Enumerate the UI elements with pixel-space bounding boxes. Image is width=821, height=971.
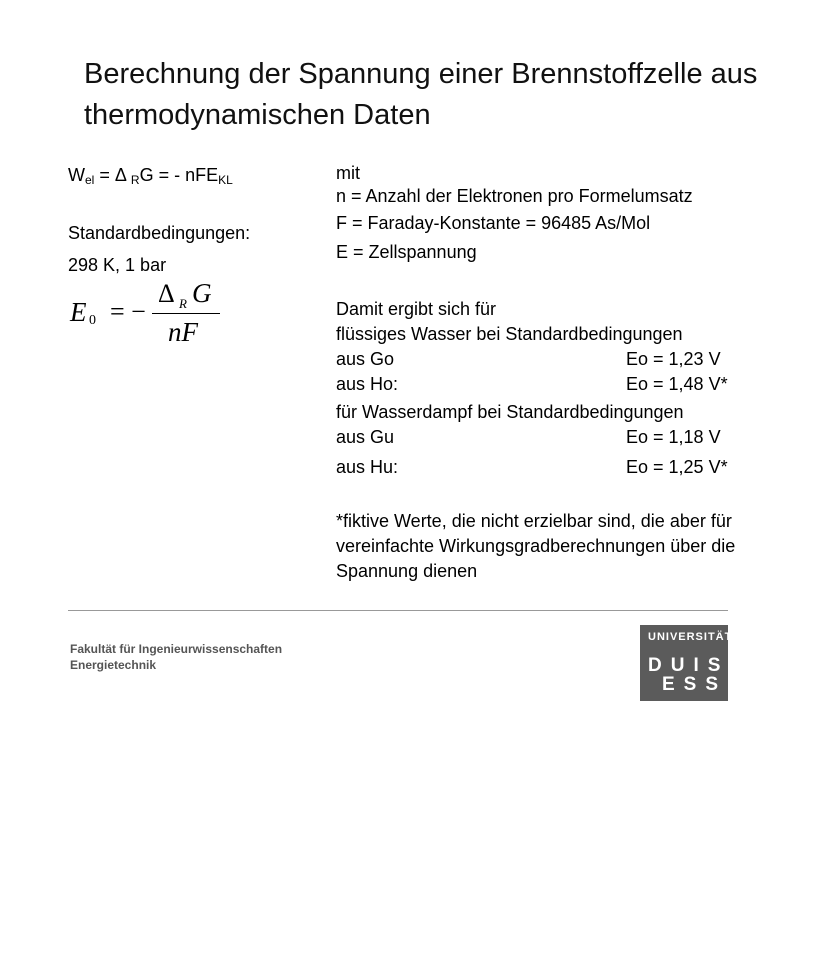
slide-title-line-2: thermodynamischen Daten xyxy=(84,99,431,131)
electric-work-equation: $W_{el} = \Delta$ $_R$G = - nFE$_{KL}$ xyxy=(68,165,233,187)
footer-divider xyxy=(68,610,728,611)
fraction-bar xyxy=(152,313,220,314)
result-value: Eo = 1,18 V xyxy=(626,427,721,447)
footnote-line-1: *fiktive Werte, die nicht erzielbar sind, die aber für xyxy=(336,511,732,531)
department-label: Energietechnik xyxy=(70,658,157,672)
n-definition: n = Anzahl der Elektronen pro Formelumsatz xyxy=(336,186,693,206)
f-definition: F = Faraday-Konstante = 96485 As/Mol xyxy=(336,213,651,233)
liquid-water-heading: flüssiges Wasser bei Standardbedingungen xyxy=(336,324,683,344)
result-label: aus Gu xyxy=(336,427,395,447)
university-logo: UNIVERSITÄT DUISBURG ESSEN xyxy=(640,625,728,701)
footnote-line-2: vereinfachte Wirkungsgradberechnungen über die xyxy=(336,536,736,556)
faculty-label: Fakultät für Ingenieurwissenschaften xyxy=(70,642,283,656)
slide-title-line-1: Berechnung der Spannung einer Brennstoffzelle aus xyxy=(84,58,758,90)
result-value: Eo = 1,25 V* xyxy=(626,457,728,477)
result-label: aus Go xyxy=(336,349,395,369)
e-definition: E = Zellspannung xyxy=(336,242,477,262)
result-label: aus Hu: xyxy=(336,457,399,477)
standard-conditions-label: Standardbedingungen: xyxy=(68,223,251,243)
damit-text: Damit ergibt sich für xyxy=(336,299,497,319)
standard-conditions-values: 298 K, 1 bar xyxy=(68,255,167,275)
footnote-line-3: Spannung dienen xyxy=(336,561,478,581)
result-label: aus Ho: xyxy=(336,374,399,394)
mit-label: mit xyxy=(336,163,360,183)
result-value: Eo = 1,48 V* xyxy=(626,374,728,394)
result-value: Eo = 1,23 V xyxy=(626,349,721,369)
steam-heading: für Wasserdampf bei Standardbedingungen xyxy=(336,402,684,422)
cell-voltage-formula: E 0 = − Δ R G nF xyxy=(70,280,230,350)
